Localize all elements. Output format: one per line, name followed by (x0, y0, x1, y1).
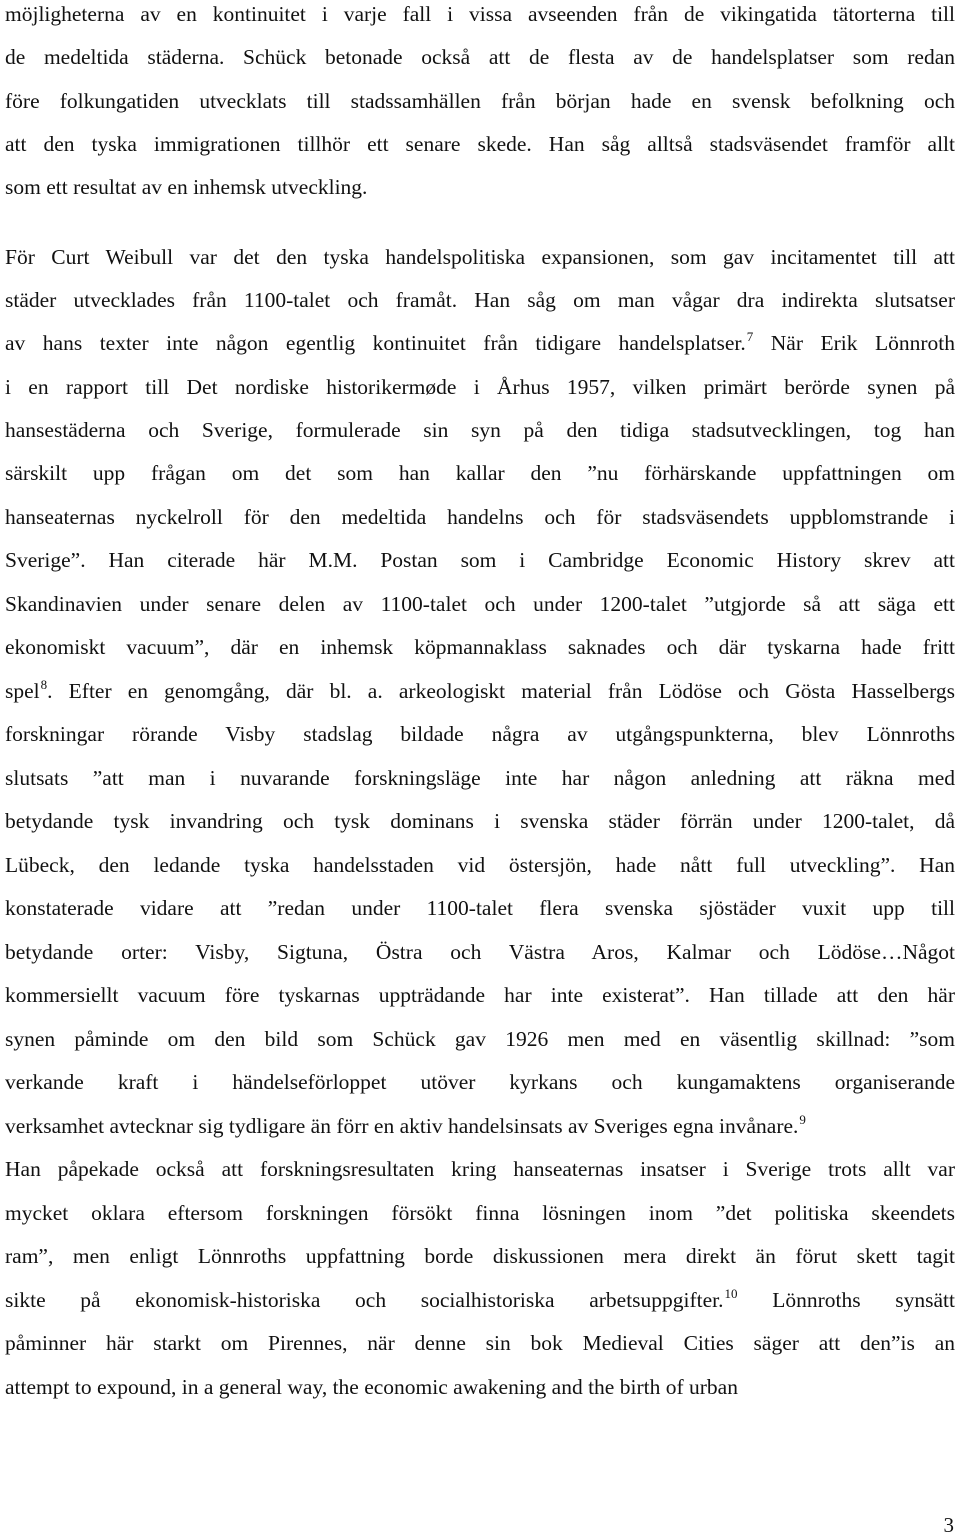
text-line: före folkungatiden utvecklats till stadssamhällen från början hade en svensk befolkning och (5, 89, 955, 113)
text-line: Han påpekade också att forskningsresultaten kring hanseaternas insatser i Sverige trots allt var (5, 1157, 955, 1181)
footnote-marker: 10 (724, 1286, 738, 1301)
text-line: verkande kraft i händelseförloppet utöver kyrkans och kungamaktens organiserande (5, 1070, 955, 1094)
page-number: 3 (943, 1513, 954, 1537)
footnote-marker: 7 (746, 329, 754, 344)
text-line: betydande tysk invandring och tysk dominans i svenska städer förrän under 1200-talet, då (5, 809, 955, 833)
footnote-marker: 8 (40, 677, 48, 692)
text-line: konstaterade vidare att ”redan under 1100-talet flera svenska sjöstäder vuxit upp till (5, 896, 955, 920)
text-line: som ett resultat av en inhemsk utveckling. (5, 175, 368, 199)
text-line: slutsats ”att man i nuvarande forskningsläge inte har någon anledning att räkna med (5, 766, 955, 790)
text-line: de medeltida städerna. Schück betonade också att de flesta av de handelsplatser som redan (5, 45, 955, 69)
text-line: För Curt Weibull var det den tyska handelspolitiska expansionen, som gav incitamentet till att (5, 245, 955, 269)
text-line: av hans texter inte någon egentlig kontinuitet från tidigare handelsplatser.$^7$ När Erik Lönnroth (5, 329, 955, 355)
text-line: hansestäderna och Sverige, formulerade sin syn på den tidiga stadsutvecklingen, tog han (5, 418, 955, 442)
text-line: påminner här starkt om Pirennes, när denne sin bok Medieval Cities säger att den”is an (5, 1331, 955, 1355)
text-line: spel$^8$. Efter en genomgång, där bl. a. arkeologiskt material från Lödöse och Gösta Hasselbergs (5, 677, 955, 703)
text-line: mycket oklara eftersom forskningen försökt finna lösningen inom ”det politiska skeendets (5, 1201, 955, 1225)
text-line: verksamhet avtecknar sig tydligare än förr en aktiv handelsinsats av Sveriges egna invånare.$^9$ (5, 1112, 806, 1138)
text-line: möjligheterna av en kontinuitet i varje fall i vissa avseenden från de vikingatida tätorterna till (5, 2, 955, 26)
text-line: städer utvecklades från 1100-talet och framåt. Han såg om man vågar dra indirekta slutsatser (5, 288, 955, 312)
text-line: attempt to expound, in a general way, the economic awakening and the birth of urban (5, 1375, 738, 1399)
text-line: sikte på ekonomisk-historiska och socialhistoriska arbetsuppgifter.$^{10}$ Lönnroths synsätt (5, 1286, 956, 1312)
text-line: Sverige”. Han citerade här M.M. Postan som i Cambridge Economic History skrev att (5, 548, 955, 572)
text-line: forskningar rörande Visby stadslag bildade några av utgångspunkterna, blev Lönnroths (5, 722, 955, 746)
text-line: att den tyska immigrationen tillhör ett senare skede. Han såg alltså stadsväsendet framför allt (5, 132, 955, 156)
text-line: ram”, men enligt Lönnroths uppfattning borde diskussionen mera direkt än förut skett tagit (5, 1244, 955, 1268)
text-line: synen påminde om den bild som Schück gav 1926 men med en väsentlig skillnad: ”som (5, 1027, 955, 1051)
text-line: kommersiellt vacuum före tyskarnas uppträdande har inte existerat”. Han tillade att den här (5, 983, 955, 1007)
text-line: Lübeck, den ledande tyska handelsstaden vid östersjön, hade nått full utveckling”. Han (5, 853, 955, 877)
text-line: särskilt upp frågan om det som han kallar den ”nu förhärskande uppfattningen om (5, 461, 955, 485)
text-line: ekonomiskt vacuum”, där en inhemsk köpmannaklass saknades och där tyskarna hade fritt (5, 635, 955, 659)
text-line: hanseaternas nyckelroll för den medeltida handelns och för stadsväsendets uppblomstrande i (5, 505, 955, 529)
text-line: Skandinavien under senare delen av 1100-talet och under 1200-talet ”utgjorde så att säga ett (5, 592, 955, 616)
text-line: betydande orter: Visby, Sigtuna, Östra och Västra Aros, Kalmar och Lödöse…Något (5, 940, 955, 964)
footnote-marker: 9 (799, 1112, 806, 1127)
text-line: i en rapport till Det nordiske historikermøde i Århus 1957, vilken primärt berörde synen på (5, 375, 955, 399)
